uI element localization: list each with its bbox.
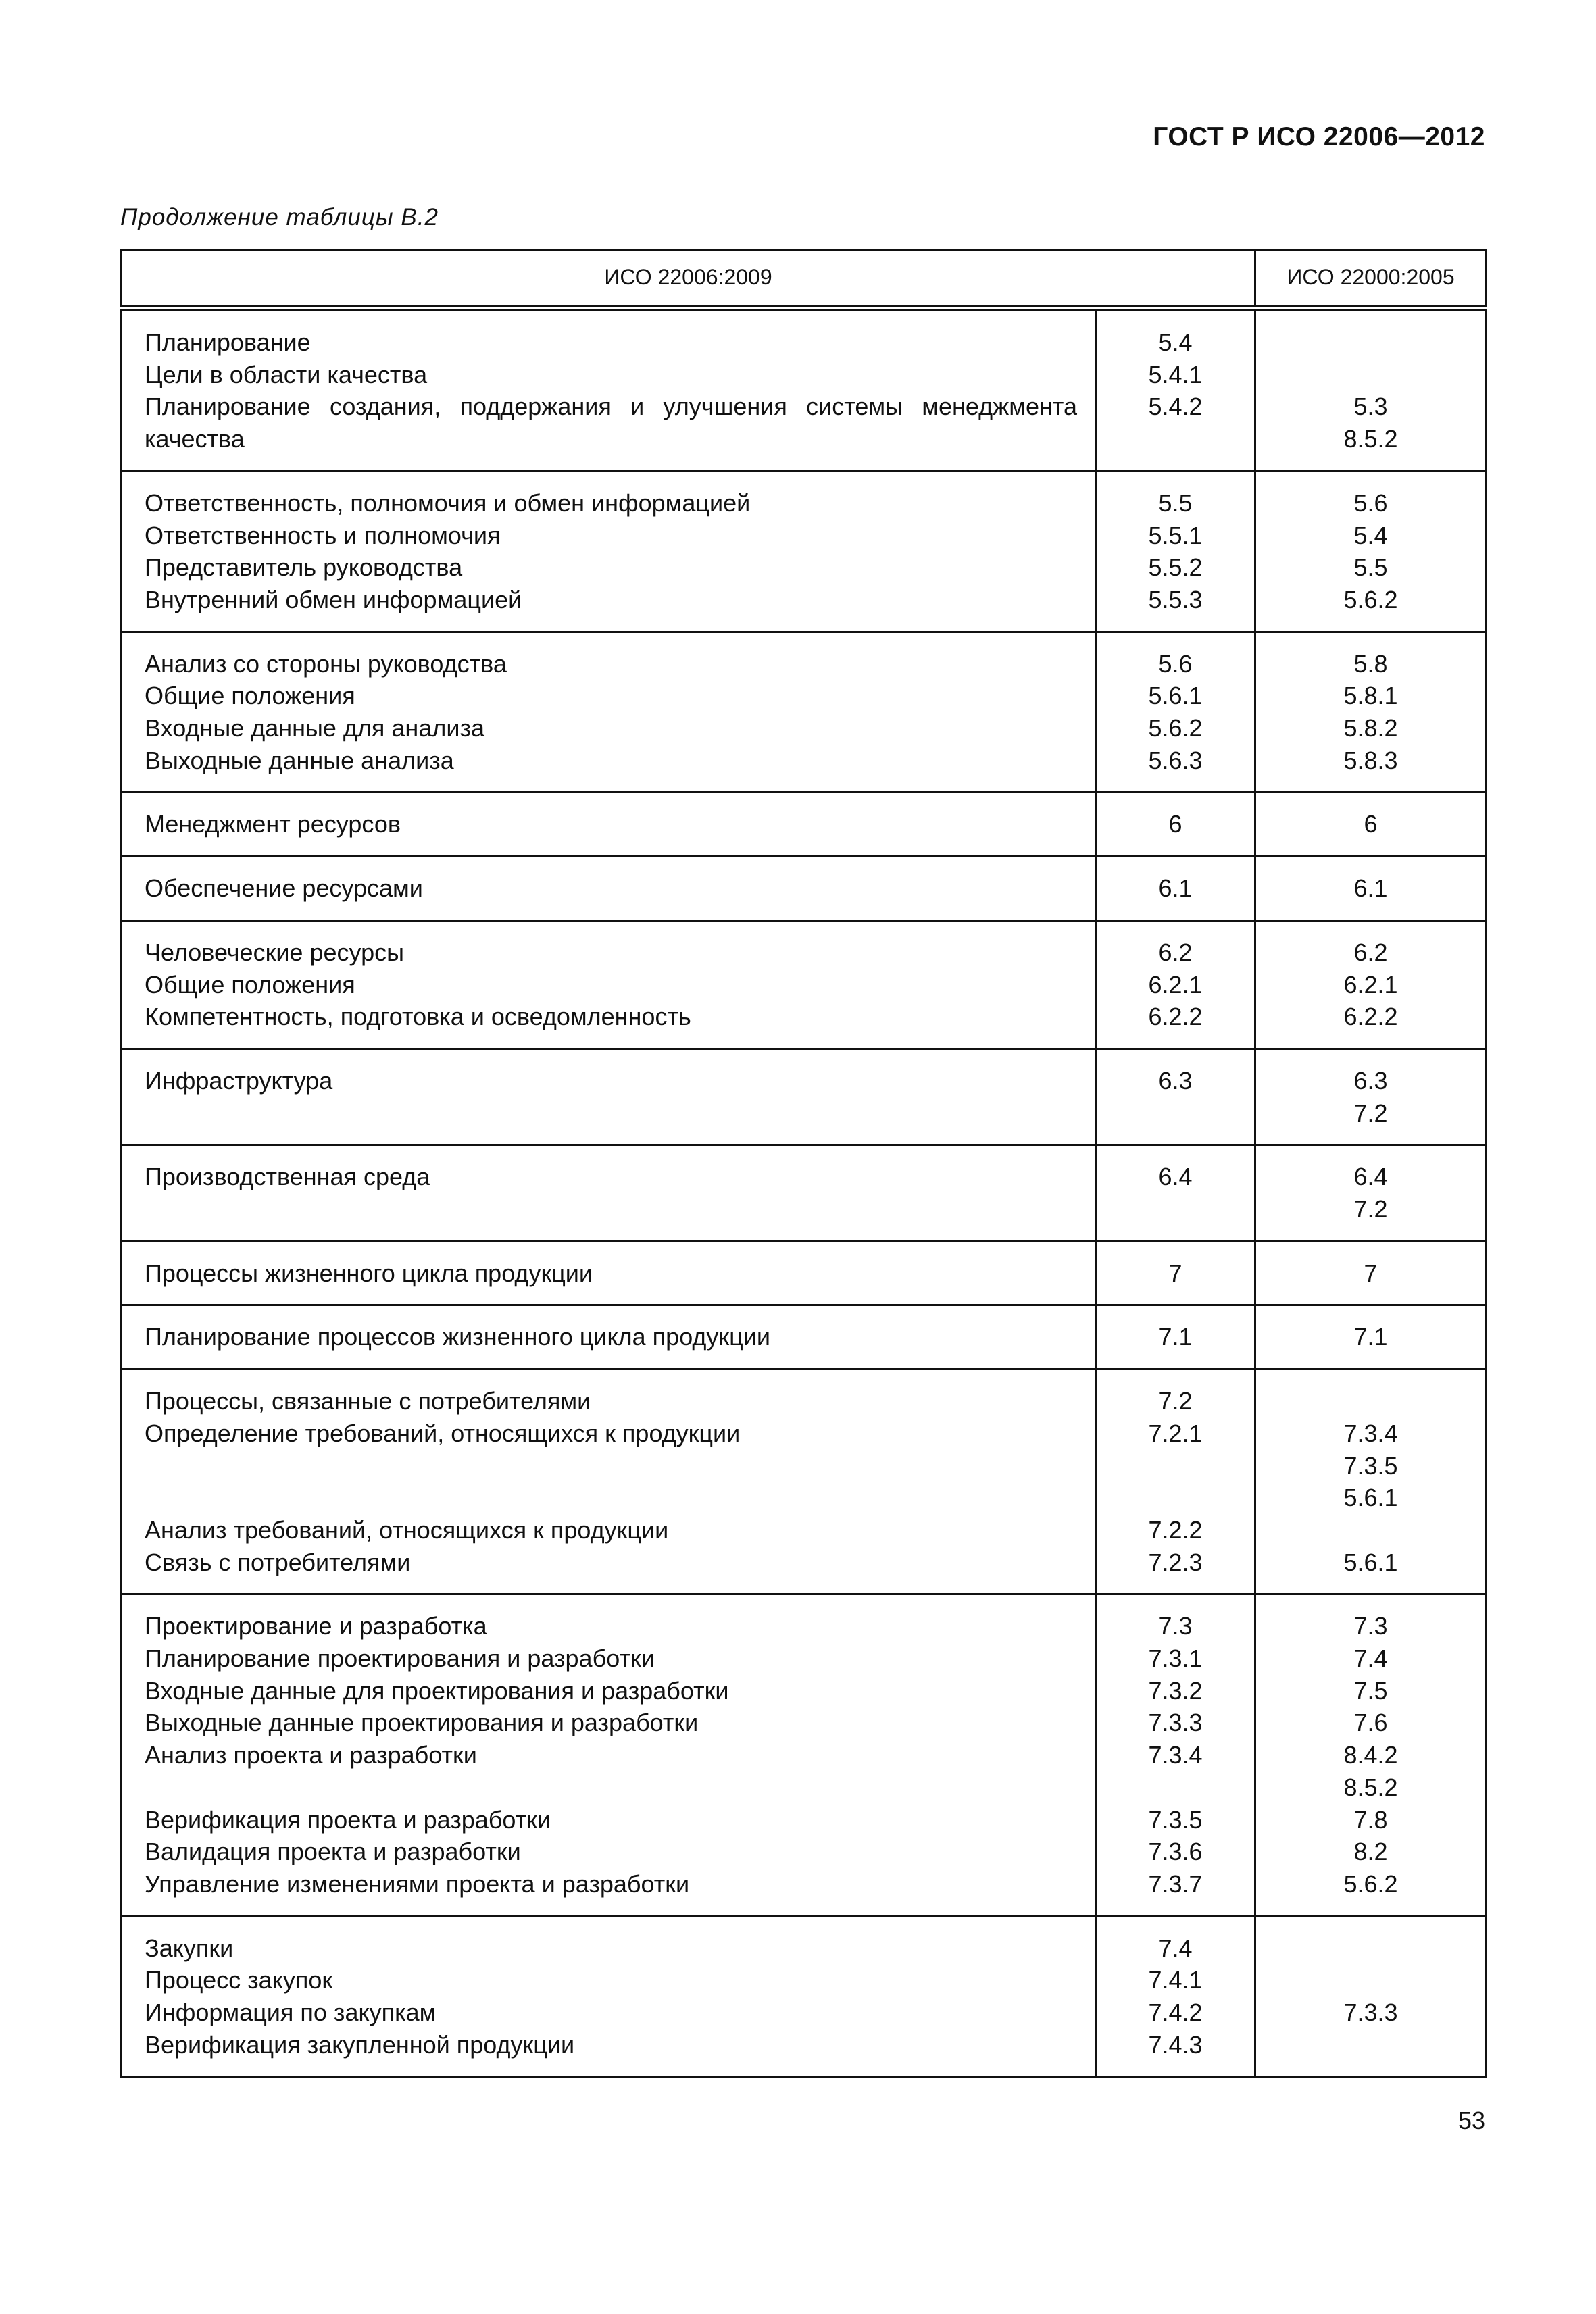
section-title-line: Связь с потребителями <box>145 1548 411 1576</box>
table-row <box>122 471 1487 632</box>
clause-number: 5.5.3 <box>1148 585 1203 613</box>
section-title-line: Ответственность, полномочия и обмен информацией <box>145 488 751 517</box>
section-title-line: Общие положения <box>145 970 355 999</box>
clause-number: 6 <box>1168 810 1182 838</box>
clause-number: 5.5.1 <box>1148 521 1203 549</box>
clause-number <box>1256 1514 1485 1546</box>
table-row <box>122 1594 1487 1916</box>
clause-number: 7.4.3 <box>1148 2030 1203 2059</box>
clause-number: 7 <box>1168 1259 1182 1287</box>
clause-number: 8.5.2 <box>1343 425 1398 453</box>
clause-number <box>1097 1482 1254 1514</box>
section-title-line: качества <box>145 425 245 453</box>
clause-number: 7.3.6 <box>1148 1838 1203 1866</box>
column-header-iso22000: ИСО 22000:2005 <box>1255 250 1487 309</box>
section-title-cell <box>122 857 1096 921</box>
clause-number: 6.3 <box>1158 1066 1193 1095</box>
clause-number: 5.6 <box>1353 488 1388 517</box>
clause-number: 7.2.1 <box>1148 1419 1203 1447</box>
table-row <box>122 308 1487 471</box>
table-caption: Продолжение таблицы В.2 <box>120 204 439 230</box>
iso22000-clause-cell <box>1255 857 1487 921</box>
iso22006-clause-cell <box>1096 1241 1255 1305</box>
table-row <box>122 1145 1487 1241</box>
section-title-line: Выходные данные проектирования и разработки <box>145 1709 699 1737</box>
clause-number: 6.2.1 <box>1343 970 1398 999</box>
clause-number: 6.1 <box>1158 874 1193 903</box>
clause-number: 7.3.5 <box>1148 1805 1203 1834</box>
clause-number: 7.2 <box>1353 1099 1388 1127</box>
section-title-line: Обеспечение ресурсами <box>145 874 423 903</box>
section-title-line <box>145 1771 1077 1804</box>
clause-number <box>1256 326 1485 359</box>
clause-number: 5.6.1 <box>1343 1548 1398 1576</box>
clause-number: 5.6.2 <box>1148 714 1203 743</box>
iso22006-clause-cell <box>1096 1594 1255 1916</box>
clause-number: 7.3 <box>1353 1612 1388 1640</box>
clause-number: 7.3.7 <box>1148 1869 1203 1898</box>
table-body <box>122 308 1487 2077</box>
iso22000-clause-cell <box>1255 1369 1487 1594</box>
iso22006-clause-cell <box>1096 471 1255 632</box>
clause-number: 5.5 <box>1353 553 1388 582</box>
section-title-line: Управление изменениями проекта и разработки <box>145 1869 690 1898</box>
section-title-line: Планирование <box>145 328 311 356</box>
iso22006-clause-cell <box>1096 1145 1255 1241</box>
section-title-line: Планирование проектирования и разработки <box>145 1644 655 1673</box>
clause-number: 7.8 <box>1353 1805 1388 1834</box>
clause-number: 7.1 <box>1353 1323 1388 1351</box>
correspondence-table <box>120 249 1487 2078</box>
table-row <box>122 1369 1487 1594</box>
clause-number: 6.4 <box>1158 1163 1193 1191</box>
clause-number: 5.4.1 <box>1148 360 1203 388</box>
clause-number: 5.6.1 <box>1148 682 1203 710</box>
section-title-line: Процесс закупок <box>145 1966 333 1994</box>
section-title-line: Входные данные для анализа <box>145 714 484 743</box>
clause-number: 7.2 <box>1158 1387 1193 1415</box>
table-row <box>122 1241 1487 1305</box>
page-number: 53 <box>1457 2107 1485 2134</box>
iso22000-clause-cell <box>1255 1594 1487 1916</box>
clause-number: 7.3.1 <box>1148 1644 1203 1673</box>
clause-number <box>1256 1385 1485 1417</box>
section-title-line: Выходные данные анализа <box>145 746 454 774</box>
table-header <box>122 250 1487 309</box>
clause-number: 7.4 <box>1353 1644 1388 1673</box>
clause-number: 5.8.1 <box>1343 682 1398 710</box>
table-row <box>122 1049 1487 1145</box>
clause-number: 6.1 <box>1353 874 1388 903</box>
clause-number: 5.6.3 <box>1148 746 1203 774</box>
section-title-line: Информация по закупкам <box>145 1998 437 2027</box>
section-title-cell <box>122 1594 1096 1916</box>
clause-number: 7.6 <box>1353 1709 1388 1737</box>
section-title-line: Планирование процессов жизненного цикла продукции <box>145 1323 771 1351</box>
iso22006-clause-cell <box>1096 793 1255 857</box>
table-row <box>122 1916 1487 2077</box>
iso22006-clause-cell <box>1096 1369 1255 1594</box>
section-title-line: Представитель руководства <box>145 553 463 582</box>
clause-number <box>1256 1964 1485 1996</box>
section-title-line: Инфраструктура <box>145 1066 333 1095</box>
section-title-line: Человеческие ресурсы <box>145 938 404 966</box>
section-title-line: Проектирование и разработка <box>145 1612 487 1640</box>
clause-number <box>1097 1450 1254 1482</box>
iso22000-clause-cell <box>1255 920 1487 1049</box>
column-header-iso22006: ИСО 22006:2009 <box>122 250 1255 309</box>
clause-number: 5.4.2 <box>1148 393 1203 421</box>
table-row <box>122 632 1487 793</box>
section-title-line: Валидация проекта и разработки <box>145 1838 521 1866</box>
clause-number: 6.2 <box>1158 938 1193 966</box>
section-title-line: Ответственность и полномочия <box>145 521 501 549</box>
section-title-line: Цели в области качества <box>145 360 428 388</box>
section-title-line <box>145 1097 1077 1130</box>
clause-number <box>1256 359 1485 391</box>
clause-number: 7.4.1 <box>1148 1966 1203 1994</box>
clause-number: 5.8 <box>1353 649 1388 678</box>
section-title-line <box>145 1482 1077 1514</box>
section-title-cell <box>122 1241 1096 1305</box>
clause-number: 5.8.2 <box>1343 714 1398 743</box>
clause-number: 5.5.2 <box>1148 553 1203 582</box>
section-title-line: Входные данные для проектирования и разработки <box>145 1676 729 1705</box>
clause-number: 7.3.3 <box>1148 1709 1203 1737</box>
clause-number: 5.6 <box>1158 649 1193 678</box>
iso22000-clause-cell <box>1255 1241 1487 1305</box>
section-title-line: Внутренний обмен информацией <box>145 585 522 613</box>
iso22006-clause-cell <box>1096 857 1255 921</box>
iso22006-clause-cell <box>1096 1305 1255 1369</box>
clause-number: 6.2.2 <box>1343 1003 1398 1031</box>
section-title-line: Анализ требований, относящихся к продукции <box>145 1515 669 1544</box>
clause-number <box>1097 1771 1254 1804</box>
clause-number: 5.4 <box>1158 328 1193 356</box>
section-title-line: Верификация проекта и разработки <box>145 1805 551 1834</box>
section-title-line: Анализ проекта и разработки <box>145 1741 477 1769</box>
section-title-line: Компетентность, подготовка и осведомленность <box>145 1003 691 1031</box>
clause-number <box>1097 423 1254 455</box>
clause-number: 7.3 <box>1158 1612 1193 1640</box>
section-title-line: Планирование создания, поддержания и улучшения системы менеджмента <box>145 393 1077 421</box>
clause-number: 6 <box>1364 810 1378 838</box>
clause-number: 7.2.2 <box>1148 1515 1203 1544</box>
section-title-cell <box>122 1916 1096 2077</box>
section-title-line: Верификация закупленной продукции <box>145 2030 575 2059</box>
clause-number: 6.2.2 <box>1148 1003 1203 1031</box>
section-title-cell <box>122 1049 1096 1145</box>
clause-number: 6.2 <box>1353 938 1388 966</box>
section-title-cell <box>122 632 1096 793</box>
iso22006-clause-cell <box>1096 1049 1255 1145</box>
clause-number: 5.3 <box>1353 393 1388 421</box>
section-title-line: Определение требований, относящихся к продукции <box>145 1419 741 1447</box>
iso22006-clause-cell <box>1096 632 1255 793</box>
iso22006-clause-cell <box>1096 920 1255 1049</box>
iso22006-clause-cell <box>1096 308 1255 471</box>
clause-number: 7.3.4 <box>1148 1741 1203 1769</box>
clause-number: 7 <box>1364 1259 1378 1287</box>
iso22000-clause-cell <box>1255 471 1487 632</box>
clause-number: 5.6.1 <box>1343 1484 1398 1512</box>
section-title-cell <box>122 1305 1096 1369</box>
clause-number: 8.5.2 <box>1343 1773 1398 1801</box>
section-title-line: Производственная среда <box>145 1163 430 1191</box>
clause-number: 7.5 <box>1353 1676 1388 1705</box>
iso22000-clause-cell <box>1255 308 1487 471</box>
clause-number: 5.8.3 <box>1343 746 1398 774</box>
iso22000-clause-cell <box>1255 1916 1487 2077</box>
iso22000-clause-cell <box>1255 1049 1487 1145</box>
section-title-cell <box>122 1369 1096 1594</box>
clause-number: 7.2 <box>1353 1195 1388 1224</box>
section-title-cell <box>122 920 1096 1049</box>
table-row <box>122 857 1487 921</box>
clause-number: 7.4 <box>1158 1934 1193 1962</box>
section-title-cell <box>122 471 1096 632</box>
section-title-line <box>145 1450 1077 1482</box>
clause-number: 8.4.2 <box>1343 1741 1398 1769</box>
clause-number: 7.3.4 <box>1343 1419 1398 1447</box>
iso22000-clause-cell <box>1255 793 1487 857</box>
clause-number <box>1256 2029 1485 2061</box>
section-title-cell <box>122 308 1096 471</box>
section-title-line: Менеджмент ресурсов <box>145 810 401 838</box>
iso22000-clause-cell <box>1255 1145 1487 1241</box>
iso22006-clause-cell <box>1096 1916 1255 2077</box>
section-title-cell <box>122 793 1096 857</box>
clause-number: 7.3.5 <box>1343 1451 1398 1480</box>
iso22000-clause-cell <box>1255 632 1487 793</box>
clause-number: 7.3.2 <box>1148 1676 1203 1705</box>
section-title-line <box>145 1193 1077 1226</box>
clause-number: 6.3 <box>1353 1066 1388 1095</box>
clause-number: 6.2.1 <box>1148 970 1203 999</box>
table-row <box>122 1305 1487 1369</box>
clause-number: 5.4 <box>1353 521 1388 549</box>
document-code: ГОСТ Р ИСО 22006—2012 <box>1153 122 1485 151</box>
clause-number: 5.5 <box>1158 488 1193 517</box>
clause-number: 5.6.2 <box>1343 1869 1398 1898</box>
section-title-line: Процессы жизненного цикла продукции <box>145 1259 593 1287</box>
clause-number: 7.3.3 <box>1343 1998 1398 2027</box>
section-title-line: Процессы, связанные с потребителями <box>145 1387 591 1415</box>
clause-number <box>1097 1193 1254 1226</box>
section-title-line: Общие положения <box>145 682 355 710</box>
table-row <box>122 793 1487 857</box>
clause-number <box>1097 1097 1254 1130</box>
clause-number: 7.2.3 <box>1148 1548 1203 1576</box>
clause-number <box>1256 1932 1485 1965</box>
section-title-cell <box>122 1145 1096 1241</box>
section-title-line: Закупки <box>145 1934 234 1962</box>
clause-number: 6.4 <box>1353 1163 1388 1191</box>
table-row <box>122 920 1487 1049</box>
section-title-line: Анализ со стороны руководства <box>145 649 507 678</box>
clause-number: 7.1 <box>1158 1323 1193 1351</box>
iso22000-clause-cell <box>1255 1305 1487 1369</box>
clause-number: 7.4.2 <box>1148 1998 1203 2027</box>
clause-number: 8.2 <box>1353 1838 1388 1866</box>
clause-number: 5.6.2 <box>1343 585 1398 613</box>
